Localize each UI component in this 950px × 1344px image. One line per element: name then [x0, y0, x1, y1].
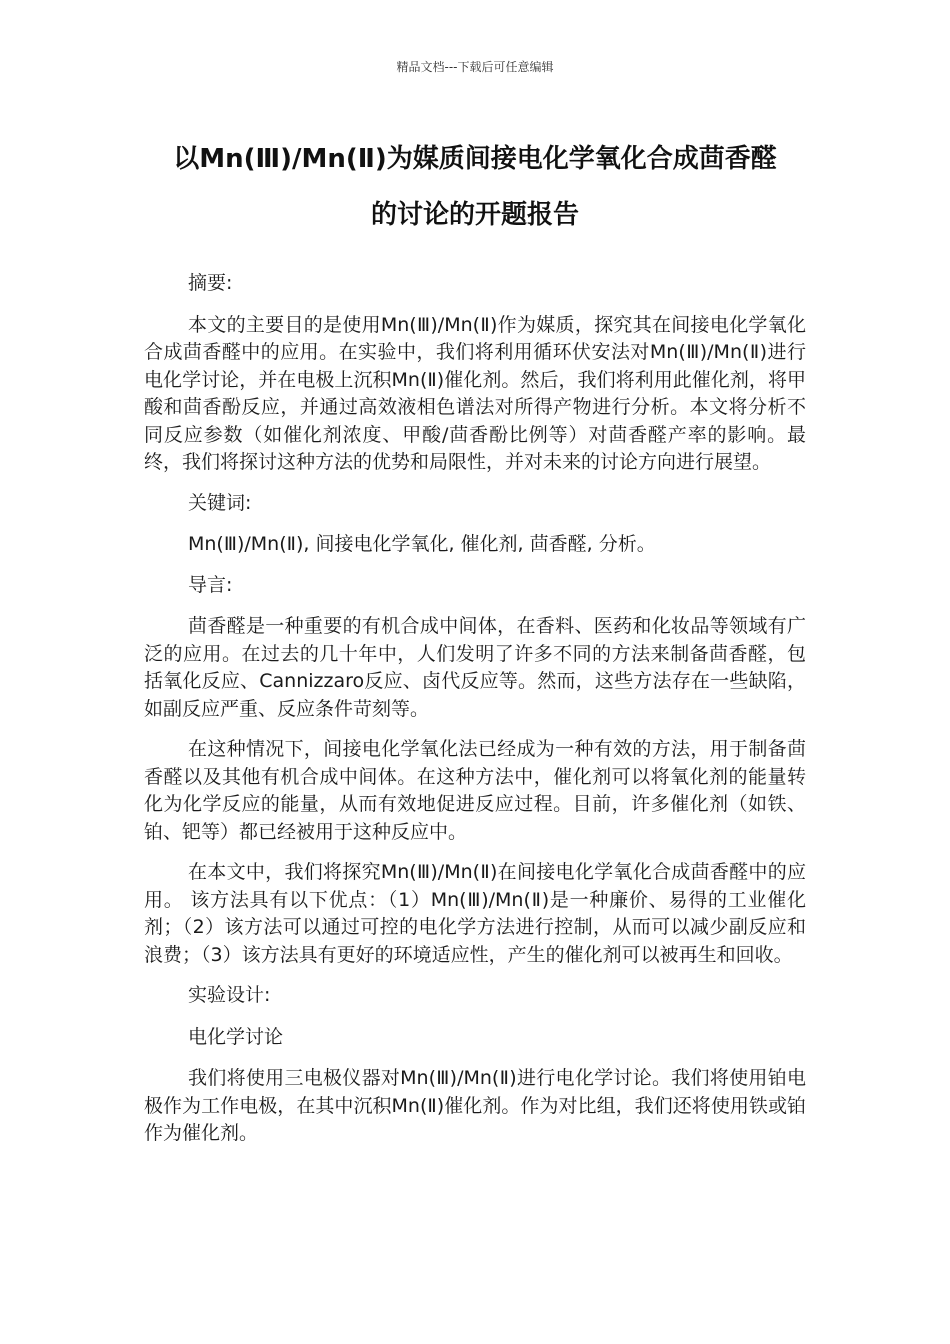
electrochemistry-subheading: 电化学讨论 — [188, 1025, 284, 1048]
keywords-heading: 关键词: — [188, 491, 252, 514]
abstract-paragraph: 本文的主要目的是使用Mn(Ⅲ)/Mn(Ⅱ)作为媒质，探究其在间接电化学氧化合成茴香醛中的应用。在实验中，我们将利用循环伏安法对Mn(Ⅲ)/Mn(Ⅱ)进行电化学讨论，并在电极上沉积Mn(Ⅱ)催化剂。然后，我们将利用此催化剂，将甲酸和茴香酚反应，并通过高效液相色谱法对所得产物进行分析。本文将分析不同反应参数（如催化剂浓度、甲酸/茴香酚比例等）对茴香醛产率的影响。最终，我们将探讨这种方法的优势和局限性，并对未来的讨论方向进行展望。 — [144, 313, 806, 473]
keywords-paragraph: Mn(Ⅲ)/Mn(Ⅱ), 间接电化学氧化, 催化剂, 茴香醛, 分析。 — [188, 533, 656, 555]
document-title-line-2: 的讨论的开题报告 — [370, 200, 579, 230]
document-title-line-1: 以Mn(Ⅲ)/Mn(Ⅱ)为媒质间接电化学氧化合成茴香醛 — [173, 144, 777, 174]
page-header-note: 精品文档---下载后可任意编辑 — [396, 60, 554, 74]
introduction-paragraph-2: 在这种情况下，间接电化学氧化法已经成为一种有效的方法，用于制备茴香醛以及其他有机合成中间体。在这种方法中，催化剂可以将氧化剂的能量转化为化学反应的能量，从而有效地促进反应过程。目前，许多催化剂（如铁、铂、钯等）都已经被用于这种反应中。 — [144, 738, 806, 843]
introduction-heading: 导言: — [188, 573, 233, 596]
introduction-paragraph-1: 茴香醛是一种重要的有机合成中间体，在香料、医药和化妆品等领域有广泛的应用。在过去的几十年中，人们发明了许多不同的方法来制备茴香醛，包括氧化反应、Cannizzaro反应、卤代反应等。然而，这些方法存在一些缺陷，如副反应严重、反应条件苛刻等。 — [144, 615, 806, 720]
abstract-heading: 摘要: — [188, 272, 233, 294]
introduction-paragraph-3: 在本文中，我们将探究Mn(Ⅲ)/Mn(Ⅱ)在间接电化学氧化合成茴香醛中的应用。 该方法具有以下优点：（1）Mn(Ⅲ)/Mn(Ⅱ)是一种廉价、易得的工业催化剂；（2）该方法可以通过可控的电化学方法进行控制，从而可以减少副反应和浪费；（3）该方法具有更好的环境适应性，产生的催化剂可以被再生和回收。 — [144, 861, 806, 966]
experiment-design-heading: 实验设计: — [188, 984, 271, 1006]
document-body — [144, 270, 806, 1161]
electrochemistry-paragraph: 我们将使用三电极仪器对Mn(Ⅲ)/Mn(Ⅱ)进行电化学讨论。我们将使用铂电极作为工作电极，在其中沉积Mn(Ⅱ)催化剂。作为对比组，我们还将使用铁或铂作为催化剂。 — [144, 1067, 806, 1144]
